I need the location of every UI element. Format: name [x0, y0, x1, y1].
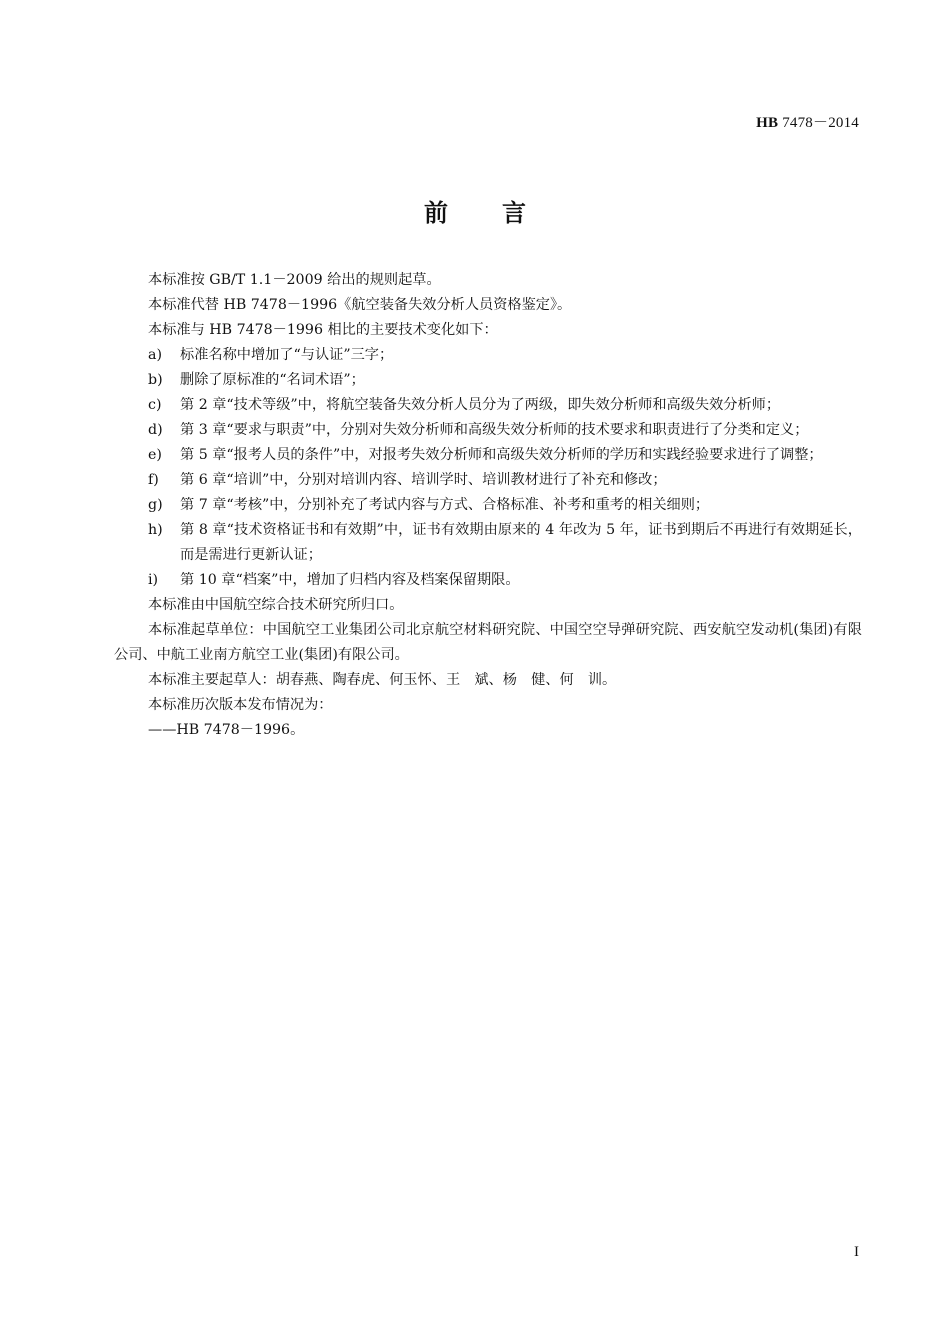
- change-item-text: 第 2 章“技术等级”中，将航空装备失效分析人员分为了两级，即失效分析师和高级失效分析师；: [180, 397, 781, 413]
- change-item-marker: a): [148, 347, 162, 363]
- closing-paragraph: ——HB 7478－1996。: [148, 722, 305, 738]
- change-item: [114, 568, 862, 593]
- change-item-text: 第 3 章“要求与职责”中，分别对失效分析师和高级失效分析师的技术要求和职责进行了分类和定义；: [180, 422, 809, 438]
- change-item-text: 第 7 章“考核”中，分别补充了考试内容与方式、合格标准、补考和重考的相关细则；: [180, 497, 710, 513]
- change-item: [114, 418, 862, 443]
- change-item-marker: d): [148, 422, 163, 438]
- closing-paragraph: 本标准起草单位：中国航空工业集团公司北京航空材料研究院、中国空空导弹研究院、西安航空发动机(集团)有限公司、中航工业南方航空工业(集团)有限公司。: [114, 622, 862, 663]
- change-item-text: 删除了原标准的“名词术语”；: [180, 372, 365, 388]
- change-item-text: 第 6 章“培训”中，分别对培训内容、培训学时、培训教材进行了补充和修改；: [180, 472, 667, 488]
- foreword-body: [114, 268, 862, 743]
- change-item-marker: g): [148, 497, 163, 513]
- change-item: [114, 368, 862, 393]
- closing-paragraph: 本标准由中国航空综合技术研究所归口。: [148, 597, 404, 613]
- change-item-marker: i): [148, 572, 159, 588]
- intro-paragraph: 本标准代替 HB 7478－1996《航空装备失效分析人员资格鉴定》。: [148, 297, 572, 313]
- intro-paragraph: 本标准按 GB/T 1.1－2009 给出的规则起草。: [148, 272, 441, 288]
- page-number: I: [854, 1244, 859, 1260]
- page-title: 前言: [424, 199, 580, 227]
- change-item-text: 第 8 章“技术资格证书和有效期”中，证书有效期由原来的 4 年改为 5 年，证书到期后不再进行有效期延长，而是需进行更新认证；: [180, 522, 862, 563]
- document-code: [756, 111, 859, 132]
- change-item: [114, 493, 862, 518]
- change-item-marker: c): [148, 397, 162, 413]
- change-item-marker: e): [148, 447, 162, 463]
- change-item-text: 第 10 章“档案”中，增加了归档内容及档案保留期限。: [180, 572, 520, 588]
- document-code-number: 7478－2014: [782, 115, 859, 131]
- change-item: [114, 518, 862, 568]
- closing-paragraph: 本标准主要起草人：胡春燕、陶春虎、何玉怀、王 斌、杨 健、何 训。: [148, 672, 617, 688]
- intro-paragraph: 本标准与 HB 7478－1996 相比的主要技术变化如下：: [148, 322, 498, 338]
- change-item-marker: h): [148, 522, 163, 538]
- closing-paragraph: 本标准历次版本发布情况为：: [148, 697, 333, 713]
- change-item-marker: f): [148, 472, 159, 488]
- document-code-prefix: HB: [756, 115, 779, 131]
- change-item: [114, 443, 862, 468]
- change-item-text: 标准名称中增加了“与认证”三字；: [180, 347, 394, 363]
- change-item-marker: b): [148, 372, 163, 388]
- change-item: [114, 468, 862, 493]
- change-item: [114, 343, 862, 368]
- change-item: [114, 393, 862, 418]
- change-item-text: 第 5 章“报考人员的条件”中，对报考失效分析师和高级失效分析师的学历和实践经验要求进行了调整；: [180, 447, 823, 463]
